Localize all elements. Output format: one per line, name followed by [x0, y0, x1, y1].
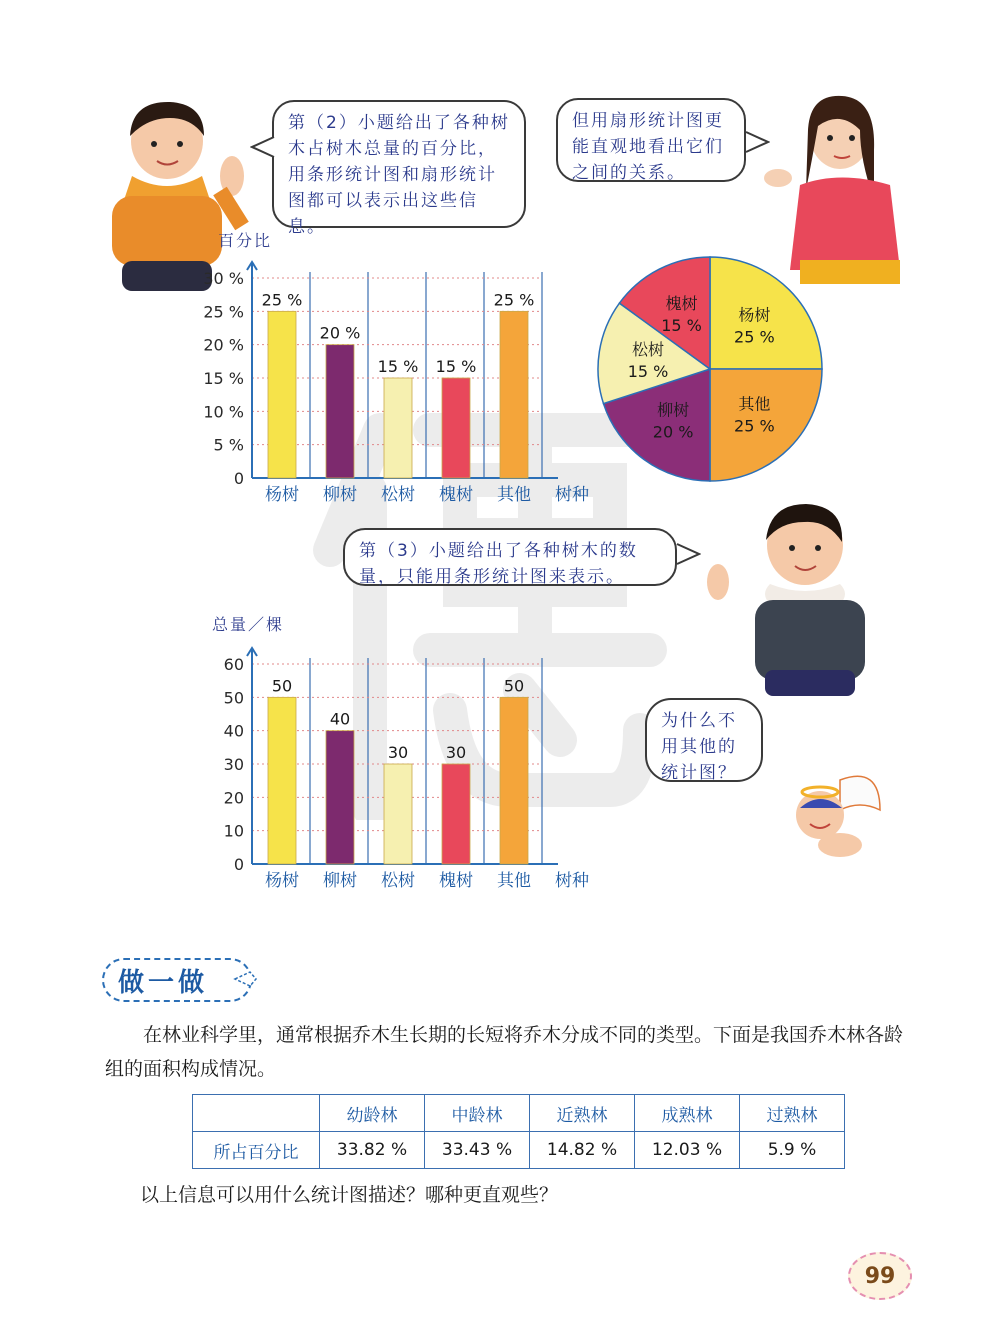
count-bar-chart — [200, 636, 620, 896]
y-tick-label: 10 % — [203, 402, 244, 422]
page-number-text: 99 — [864, 1263, 896, 1289]
pie-value-label: 15 % — [661, 316, 702, 336]
angel-speech-text: 为什么不用其他的统计图？ — [661, 711, 737, 783]
table-cell: 33.43 % — [425, 1132, 530, 1169]
bar — [268, 311, 296, 478]
bar-value-label: 20 % — [319, 323, 361, 343]
table-cell: 5.9 % — [740, 1132, 845, 1169]
bubble-tail — [250, 135, 276, 159]
boy-middle-speech-text: 第（3）小题给出了各种树木的数量，只能用条形统计图来表示。 — [359, 541, 638, 587]
x-tick-label: 槐树 — [439, 871, 473, 891]
y-tick-label: 25 % — [203, 302, 244, 322]
x-tick-label: 松树 — [381, 485, 415, 505]
table-header-row — [193, 1095, 845, 1132]
y-tick-label: 50 — [223, 688, 244, 708]
bar-value-label: 25 % — [493, 290, 535, 310]
bubble-tail — [744, 130, 770, 154]
pie-slice-label: 松树 — [632, 340, 665, 360]
y-tick-label: 20 % — [203, 335, 244, 355]
x-tick-label: 杨树 — [265, 871, 299, 891]
percent-bar-chart — [200, 250, 620, 510]
pie-value-label: 25 % — [734, 416, 775, 436]
count-ylabel: 总量／棵 — [212, 615, 285, 634]
table-row — [193, 1132, 845, 1169]
pie-slice-label: 槐树 — [665, 294, 698, 314]
section-paragraph: 在林业科学里，通常根据乔木生长期的长短将乔木分成不同的类型。下面是我国乔木林各龄组的面积构成情况。 — [105, 1024, 904, 1080]
table-cell: 14.82 % — [530, 1132, 635, 1169]
y-tick-label: 5 % — [213, 435, 244, 455]
table-cell: 12.03 % — [635, 1132, 740, 1169]
x-tick-label: 松树 — [381, 871, 415, 891]
y-tick-label: 15 % — [203, 369, 244, 388]
boy-speech-text: 第（2）小题给出了各种树木占树木总量的百分比，用条形统计图和扇形统计图都可以表示出这些信息。 — [288, 113, 510, 237]
x-axis-label: 树种 — [555, 485, 589, 505]
bar — [442, 764, 470, 864]
table-cell: 33.82 % — [320, 1132, 425, 1169]
pencil-icon — [232, 966, 258, 992]
girl-speech-text: 但用扇形统计图更能直观地看出它们之间的关系。 — [572, 111, 724, 183]
table-header-cell: 过熟林 — [740, 1095, 845, 1132]
boy-middle-speech-bubble — [343, 528, 677, 586]
page-number — [848, 1252, 912, 1300]
section-question: 以上信息可以用什么统计图描述？哪种更直观些？ — [140, 1184, 559, 1206]
table-header-cell: 幼龄林 — [320, 1095, 425, 1132]
percent-pie-chart — [578, 256, 848, 486]
y-tick-label: 40 — [223, 721, 244, 741]
bar-value-label: 50 — [503, 676, 525, 696]
y-tick-label: 30 % — [203, 269, 244, 288]
bar — [326, 731, 354, 864]
y-tick-label: 0 — [233, 855, 244, 874]
bar — [326, 345, 354, 478]
x-tick-label: 其他 — [497, 871, 531, 891]
x-tick-label: 杨树 — [265, 485, 299, 505]
table-row-label: 所占百分比 — [193, 1132, 320, 1169]
x-axis-label: 树种 — [555, 871, 589, 891]
section-title-text: 做一做 — [118, 967, 209, 998]
bubble-tail — [675, 542, 701, 566]
bar — [268, 697, 296, 864]
bar — [500, 697, 528, 864]
boy-scarf-illustration — [700, 500, 880, 700]
bar — [384, 378, 412, 478]
bar-value-label: 50 — [271, 676, 293, 696]
x-tick-label: 柳树 — [323, 485, 357, 505]
bar — [442, 378, 470, 478]
table-corner-cell — [193, 1095, 320, 1132]
table-header-cell: 成熟林 — [635, 1095, 740, 1132]
section-title — [102, 958, 252, 1002]
table-header-cell: 中龄林 — [425, 1095, 530, 1132]
angel-illustration — [780, 770, 890, 860]
y-tick-label: 30 — [223, 755, 244, 774]
pie-value-label: 20 % — [652, 422, 694, 442]
bar — [384, 764, 412, 864]
bar — [500, 311, 528, 478]
y-tick-label: 60 — [223, 655, 244, 674]
bar-value-label: 30 — [387, 743, 409, 762]
bar-value-label: 30 — [445, 743, 467, 762]
pie-value-label: 15 % — [627, 362, 669, 382]
bar-value-label: 40 — [329, 709, 351, 729]
x-tick-label: 柳树 — [323, 871, 357, 891]
boy-speech-bubble — [272, 100, 526, 237]
table-header-cell: 近熟林 — [530, 1095, 635, 1132]
y-tick-label: 20 — [223, 788, 244, 808]
pie-slice-label: 杨树 — [738, 305, 771, 325]
x-tick-label: 其他 — [497, 485, 531, 505]
y-tick-label: 10 — [223, 821, 244, 841]
pie-slice-label: 其他 — [738, 394, 771, 414]
pie-value-label: 25 % — [734, 327, 775, 347]
y-tick-label: 0 — [233, 469, 244, 488]
forest-age-table — [192, 1094, 845, 1169]
x-tick-label: 槐树 — [439, 485, 473, 505]
pie-slice-label: 柳树 — [657, 400, 690, 420]
bar-value-label: 15 % — [435, 357, 477, 376]
pct-ylabel: 百分比 — [218, 231, 273, 250]
bar-value-label: 15 % — [377, 357, 419, 376]
girl-speech-bubble — [556, 98, 746, 182]
angel-speech-bubble — [645, 698, 763, 782]
bar-value-label: 25 % — [261, 290, 303, 310]
